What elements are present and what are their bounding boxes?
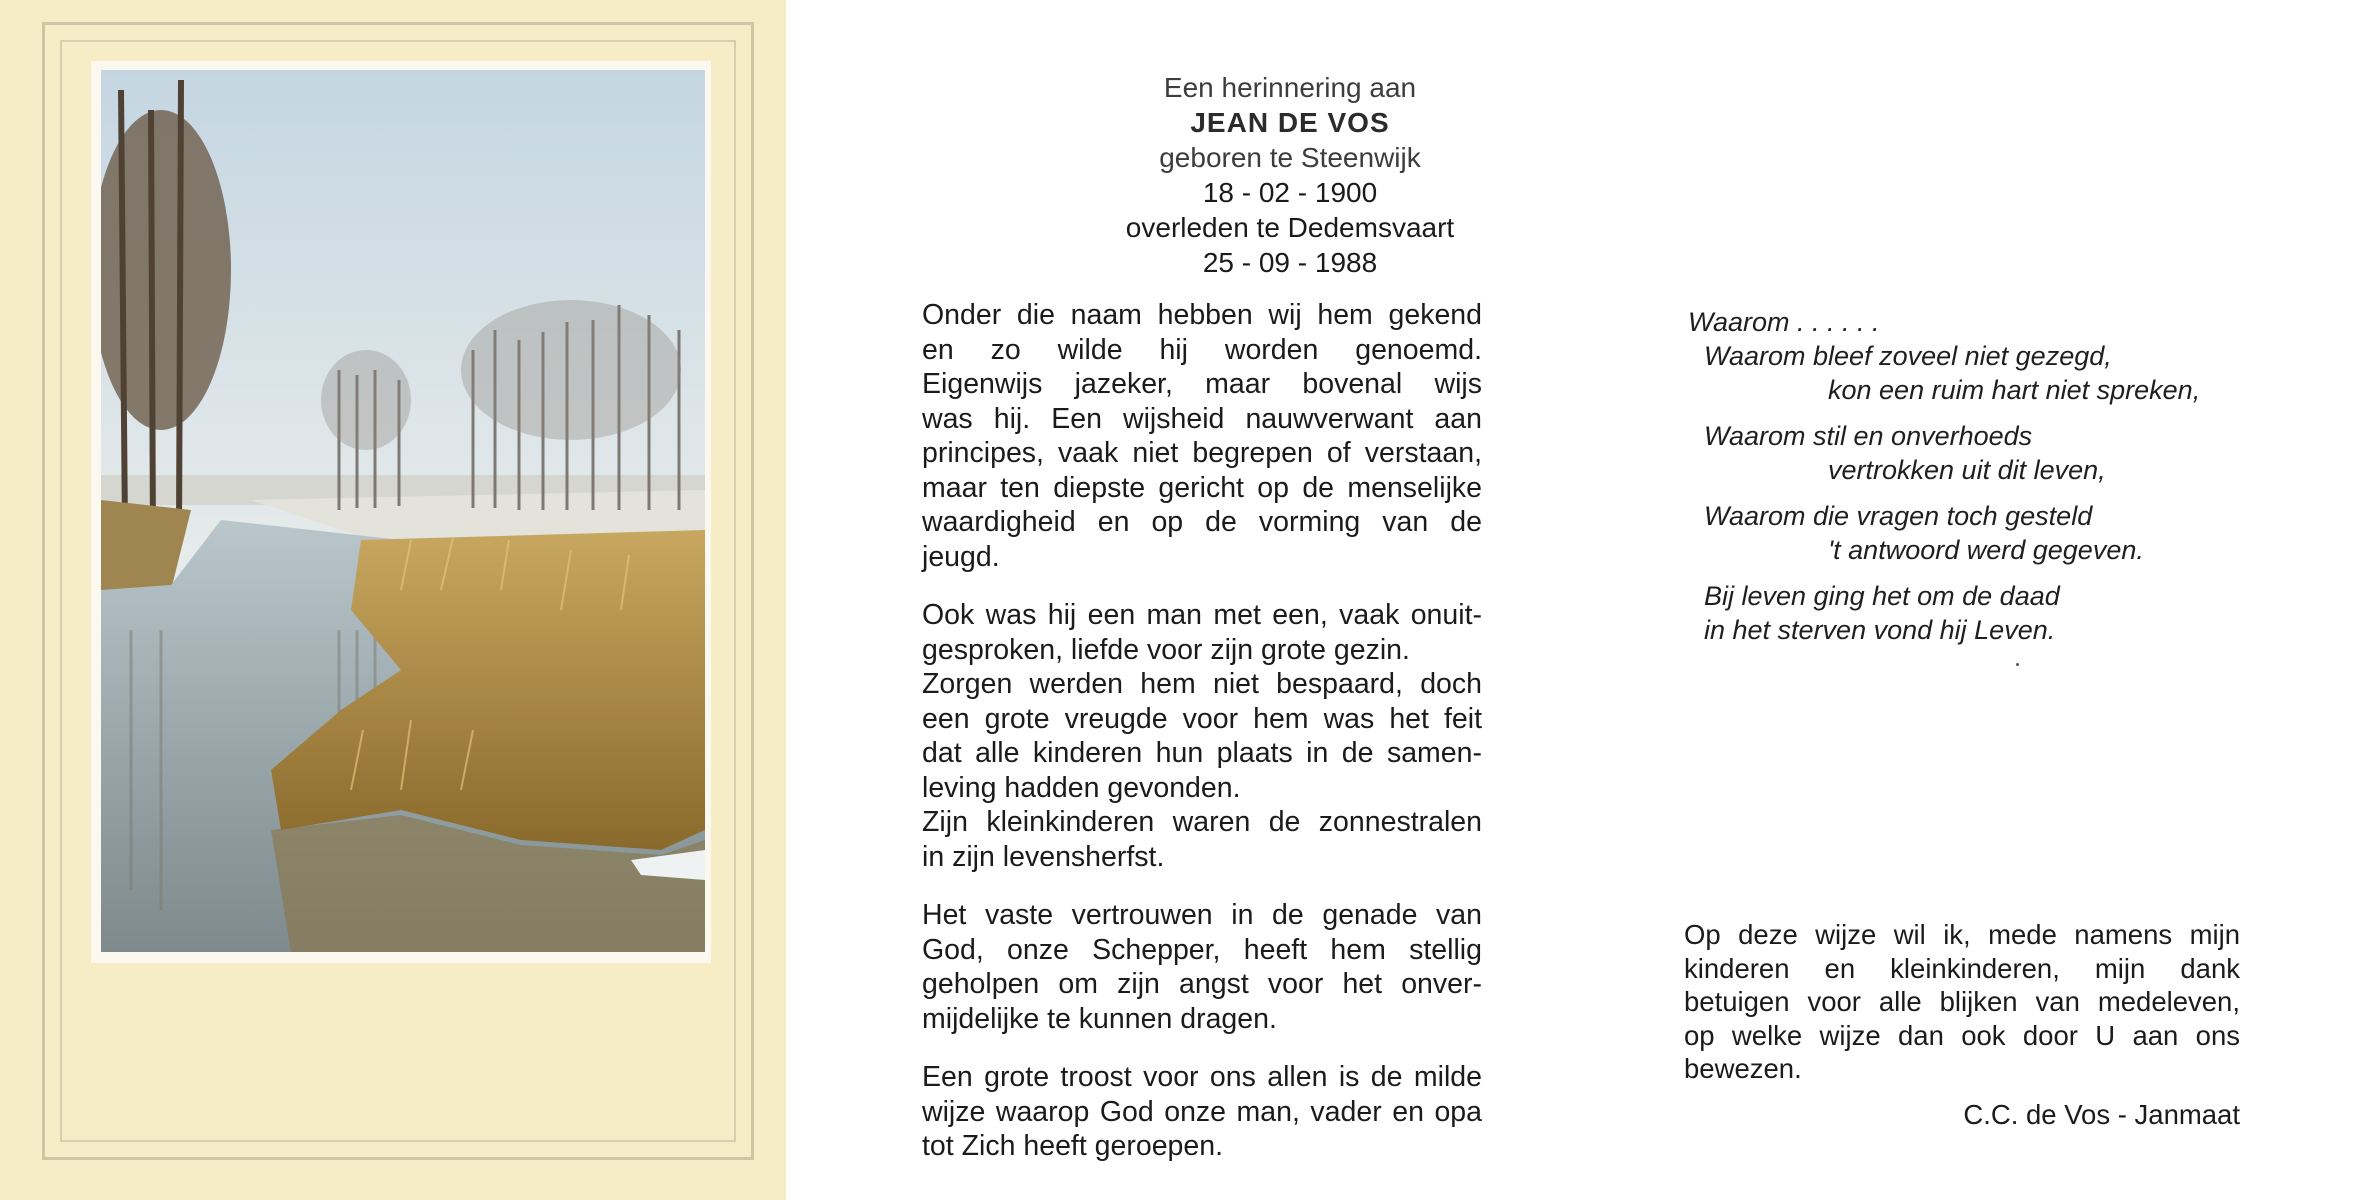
tribute-paragraph: [922, 1060, 1482, 1164]
tribute-line: Zijn kleinkinderen waren de zonnestralen: [922, 806, 1482, 838]
poem-stanza: [1688, 339, 2248, 407]
tribute-line: mijdelijke te kunnen dragen.: [922, 1002, 1277, 1035]
canal-landscape-illustration: [101, 70, 705, 952]
thanks-note: [1684, 918, 2240, 1131]
tribute-line: Eigenwijs jazeker, maar bovenal wijs: [922, 368, 1482, 400]
tribute-line: een grote vreugde voor hem was het feit: [922, 702, 1482, 735]
tribute-line: tot Zich heeft geroepen.: [922, 1130, 1224, 1162]
tribute-text: [922, 298, 1482, 1164]
tribute-line: Ook was hij een man met een, vaak onuit-: [922, 599, 1482, 631]
death-date: 25 - 09 - 1988: [1202, 247, 1378, 278]
poem-title: Waarom . . . . . .: [1688, 307, 1880, 337]
poem-line: Bij leven ging het om de daad: [1704, 581, 2060, 611]
memorial-heading: [960, 70, 1620, 280]
tribute-line: wijze waarop God onze man, vader en opa: [922, 1095, 1482, 1128]
poem-stanza: [1688, 579, 2248, 647]
death-place: overleden te Dedemsvaart: [1125, 212, 1455, 243]
tribute-paragraph: [922, 598, 1482, 874]
tribute-line: Onder die naam hebben wij hem gekend: [922, 299, 1482, 331]
thanks-line: bewezen.: [1684, 1053, 1802, 1084]
tribute-paragraph: [922, 898, 1482, 1036]
poem-stanza: [1688, 419, 2248, 487]
heading-intro: Een herinnering aan: [1163, 72, 1417, 103]
tribute-line: gesproken, liefde voor zijn grote gezin.: [922, 633, 1410, 666]
tribute-line: waardigheid en op de vorming van de: [922, 506, 1482, 538]
tribute-line: maar ten diepste gericht op de menselijke: [922, 471, 1482, 504]
thanks-line: kinderen en kleinkinderen, mijn dank: [1684, 952, 2240, 984]
card-cover: [0, 0, 786, 1200]
tribute-line: jeugd.: [922, 540, 1000, 573]
signature: C.C. de Vos - Janmaat: [1963, 1098, 2240, 1130]
tribute-line: dat alle kinderen hun plaats in de samen-: [922, 737, 1482, 769]
tribute-line: Een grote troost voor ons allen is de milde: [922, 1061, 1482, 1093]
poem-line: Waarom die vragen toch gesteld: [1704, 501, 2093, 531]
poem-line: kon een ruim hart niet spreken,: [1828, 375, 2201, 405]
tribute-line: en zo wilde hij worden genoemd.: [922, 333, 1482, 366]
thanks-line: op welke wijze dan ook door U aan ons: [1684, 1019, 2240, 1051]
poem-stanza: [1688, 499, 2248, 567]
deceased-name: JEAN DE VOS: [1190, 107, 1390, 138]
poem-line: Waarom stil en onverhoeds: [1704, 421, 2033, 451]
thanks-line: Op deze wijze wil ik, mede namens mijn: [1684, 919, 2240, 950]
poem: [1688, 305, 2248, 647]
tribute-line: in zijn levensherfst.: [922, 840, 1165, 873]
birth-date: 18 - 02 - 1900: [1202, 177, 1378, 208]
tribute-line: principes, vaak niet begrepen of verstaan,: [922, 437, 1482, 469]
poem-line: in het sterven vond hij Leven.: [1704, 615, 2056, 645]
tribute-line: was hij. Een wijsheid nauwverwant aan: [922, 402, 1482, 435]
landscape-photo: [101, 70, 705, 952]
tribute-line: leving hadden gevonden.: [922, 771, 1241, 804]
tribute-paragraph: [922, 298, 1482, 574]
poem-line: vertrokken uit dit leven,: [1828, 455, 2106, 485]
thanks-line: betuigen voor alle blijken van medeleven,: [1684, 986, 2240, 1017]
print-speck: [2016, 663, 2019, 666]
tribute-line: God, onze Schepper, heeft hem stellig: [922, 933, 1482, 966]
tribute-line: Het vaste vertrouwen in de genade van: [922, 899, 1482, 931]
birth-place: geboren te Steenwijk: [1159, 142, 1421, 173]
tribute-line: Zorgen werden hem niet bespaard, doch: [922, 668, 1482, 700]
poem-line: Waarom bleef zoveel niet gezegd,: [1704, 341, 2112, 371]
tribute-line: geholpen om zijn angst voor het onver-: [922, 968, 1482, 1000]
poem-line: 't antwoord werd gegeven.: [1828, 535, 2144, 565]
